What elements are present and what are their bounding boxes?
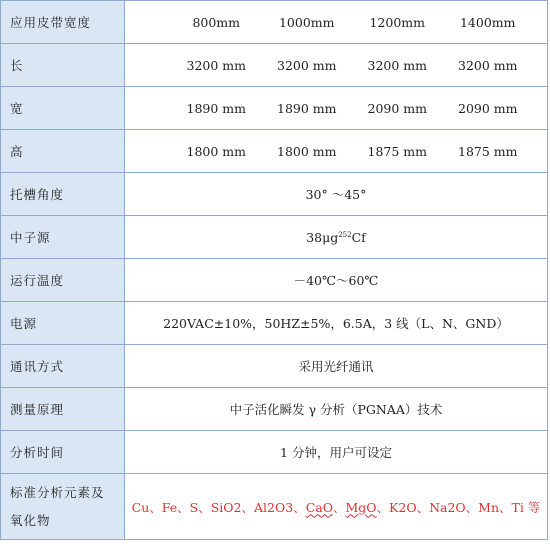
elements-separator: 、 <box>332 499 346 515</box>
table-row <box>1 1 548 44</box>
cell-value: 800mm <box>192 14 241 30</box>
cell-value: 3200 mm <box>367 57 427 73</box>
cell-value: 中子活化瞬发 γ 分析（PGNAA）技术 <box>125 388 548 431</box>
cell-value: 1875 mm <box>367 143 427 159</box>
row-label: 宽 <box>1 87 125 130</box>
table-row <box>1 302 548 345</box>
cell-value: －40℃～60℃ <box>125 259 548 302</box>
row-label: 托槽角度 <box>1 173 125 216</box>
isotope-symbol: Cf <box>351 229 366 245</box>
table-row <box>1 44 548 87</box>
row-values <box>125 130 548 173</box>
elements-text: 、K2O、Na2O、Mn、Ti 等 <box>376 499 541 515</box>
isotope-number: 252 <box>338 230 352 239</box>
cell-value: 30° ～45° <box>125 173 548 216</box>
table-row <box>1 173 548 216</box>
table-row <box>1 130 548 173</box>
cell-value: 1800 mm <box>277 143 337 159</box>
elements-list <box>125 474 548 540</box>
table-row <box>1 216 548 259</box>
source-mass: 38μg <box>306 229 339 245</box>
cell-value: 220VAC±10%，50HZ±5%，6.5A，3 线（L、N、GND） <box>125 302 548 345</box>
row-label: 运行温度 <box>1 259 125 302</box>
cell-value: 2090 mm <box>458 100 518 116</box>
cell-value: 1890 mm <box>186 100 246 116</box>
cell-value: 1400mm <box>459 14 516 30</box>
row-label: 分析时间 <box>1 431 125 474</box>
cell-value: 采用光纤通讯 <box>125 345 548 388</box>
cell-value: 1 分钟，用户可设定 <box>125 431 548 474</box>
cell-value: 1000mm <box>278 14 335 30</box>
cao-text: CaO <box>305 499 333 515</box>
row-values <box>125 1 548 44</box>
row-label-line: 氧化物 <box>10 512 51 528</box>
cell-value: 3200 mm <box>277 57 337 73</box>
cell-value <box>125 216 548 259</box>
table-row <box>1 474 548 540</box>
table-row <box>1 388 548 431</box>
row-label <box>1 474 125 540</box>
cell-value: 1800 mm <box>186 143 246 159</box>
row-label: 应用皮带宽度 <box>1 1 125 44</box>
row-label: 电源 <box>1 302 125 345</box>
row-label: 长 <box>1 44 125 87</box>
elements-text: Cu、Fe、S、SiO2、Al2O3、 <box>131 499 306 515</box>
mgo-text: MgO <box>345 499 377 515</box>
row-label: 通讯方式 <box>1 345 125 388</box>
cell-value: 3200 mm <box>458 57 518 73</box>
cell-value: 1875 mm <box>458 143 518 159</box>
row-values <box>125 44 548 87</box>
table-row <box>1 87 548 130</box>
table-row <box>1 259 548 302</box>
row-label: 高 <box>1 130 125 173</box>
row-label: 中子源 <box>1 216 125 259</box>
table-row <box>1 431 548 474</box>
row-label-line: 标准分析元素及 <box>10 484 105 500</box>
row-label: 测量原理 <box>1 388 125 431</box>
row-values <box>125 87 548 130</box>
cell-value: 3200 mm <box>186 57 246 73</box>
cell-value: 1890 mm <box>277 100 337 116</box>
table-row <box>1 345 548 388</box>
cell-value: 1200mm <box>369 14 426 30</box>
cell-value: 2090 mm <box>367 100 427 116</box>
